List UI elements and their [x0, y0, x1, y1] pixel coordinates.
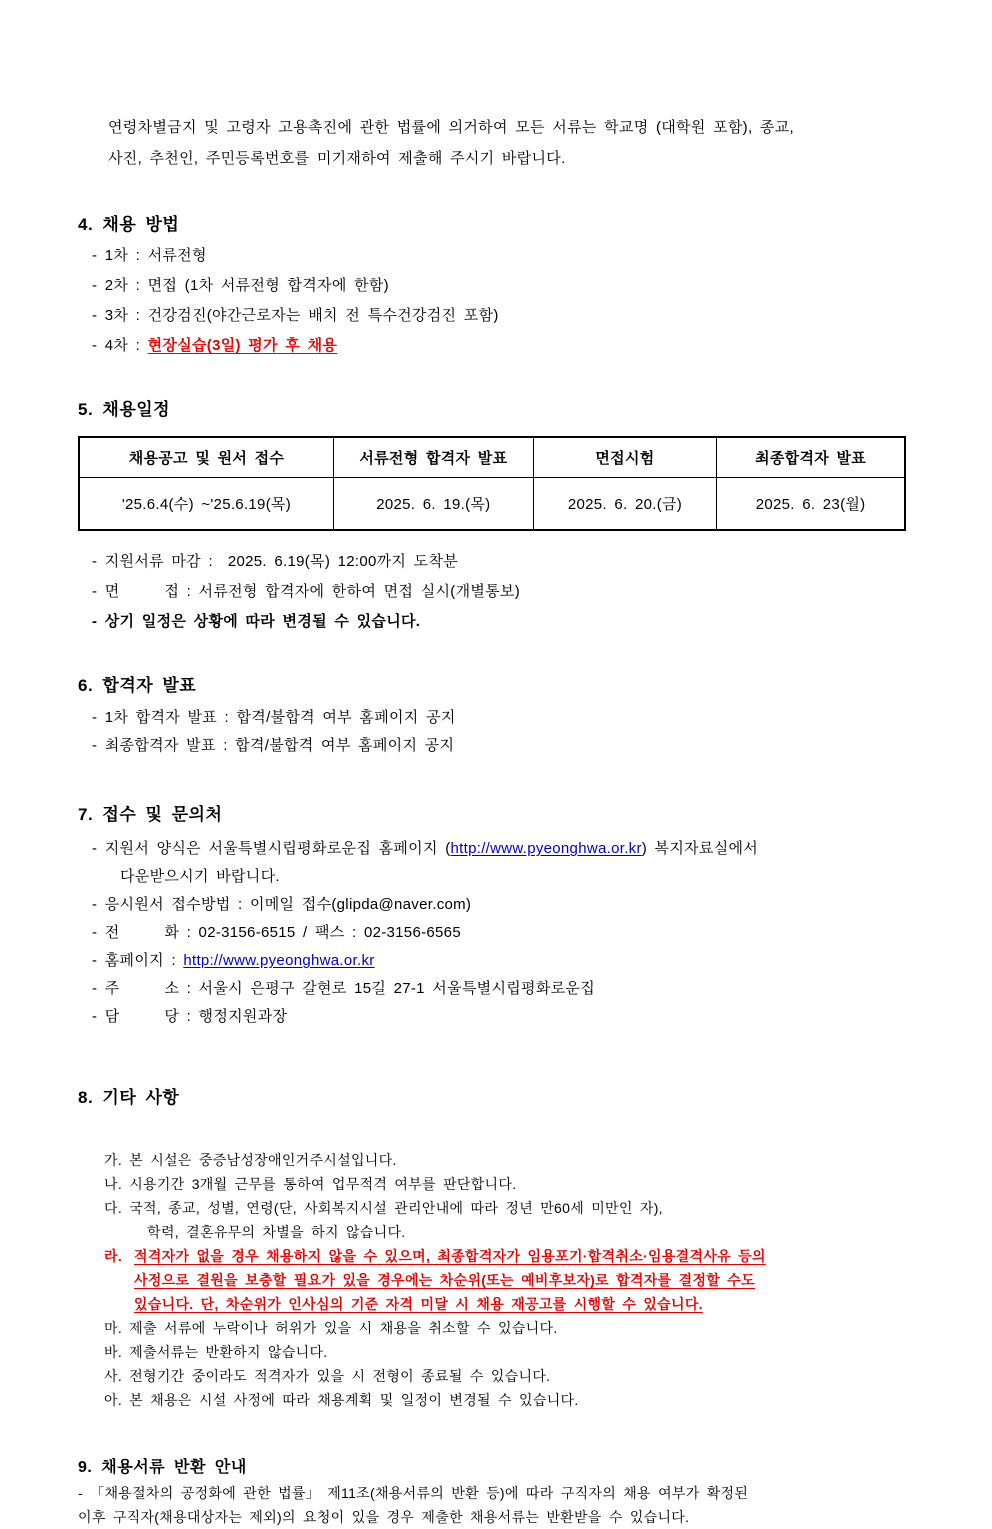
list-item-continuation: 다운받으시기 바랍니다. — [120, 868, 280, 885]
list-item: 가. 본 시설은 중증남성장애인거주시설입니다. — [104, 1152, 397, 1168]
highlighted-step-text: 현장실습(3일) 평가 후 채용 — [147, 337, 338, 354]
list-item-prefix: - 4차 : — [92, 337, 148, 354]
column-header-interview: 면접시험 — [533, 437, 716, 477]
list-item: 아. 본 채용은 시설 사정에 따라 채용계획 및 일정이 변경될 수 있습니다. — [104, 1392, 579, 1408]
cell-interview-date: 2025. 6. 20.(금) — [533, 477, 716, 530]
red-warning-line: 있습니다. 단, 차순위가 인사심의 기준 자격 미달 시 채용 재공고를 시행할 수 있습니다. — [134, 1296, 703, 1312]
intro-line: 사진, 추천인, 주민등록번호를 미기재하여 제출해 주시기 바랍니다. — [108, 150, 566, 167]
list-item-email: - 응시원서 접수방법 : 이메일 접수(glipda@naver.com) — [92, 896, 472, 913]
text-line: - 「채용절차의 공정화에 관한 법률」 제11조(채용서류의 반환 등)에 따라 구직자의 채용 여부가 확정된 — [78, 1485, 749, 1501]
section-document-return — [78, 1454, 912, 1529]
list-item: - 1차 합격자 발표 : 합격/불합격 여부 홈페이지 공지 — [92, 709, 456, 726]
section-6-title: 6. 합격자 발표 — [78, 676, 197, 695]
list-item-address: - 주 소 : 서울시 은평구 갈현로 15길 27-1 서울특별시립평화로운집 — [92, 980, 595, 997]
note-line-bold: - 상기 일정은 상황에 따라 변경될 수 있습니다. — [92, 613, 421, 630]
section-recruitment-schedule — [78, 395, 912, 637]
website-item-text: ) 복지자료실에서 — [641, 840, 759, 857]
section-9-lines — [78, 1481, 912, 1529]
red-warning-line: 사정으로 결원을 보충할 필요가 있을 경우에는 차순위(또는 예비후보자)로 합격자를 결정할 수도 — [134, 1272, 755, 1288]
intro-paragraph — [108, 112, 912, 174]
list-item-website — [92, 835, 912, 863]
homepage-item-label: - 홈페이지 : — [92, 952, 184, 969]
cell-document-result-date: 2025. 6. 19.(목) — [333, 477, 533, 530]
section-5-title: 5. 채용일정 — [78, 400, 171, 419]
homepage-link[interactable]: http://www.pyeonghwa.or.kr — [450, 840, 642, 857]
section-result-announcement — [78, 671, 912, 760]
section-other-matters — [78, 1083, 912, 1412]
section-4-title: 4. 채용 방법 — [78, 215, 180, 234]
schedule-table-data-row — [79, 477, 905, 530]
section-8-items — [104, 1148, 912, 1412]
list-item: 마. 제출 서류에 누락이나 허위가 있을 시 채용을 취소할 수 있습니다. — [104, 1320, 558, 1336]
section-9-title: 9. 채용서류 반환 안내 — [78, 1459, 247, 1476]
list-item-contact-person: - 담 당 : 행정지원과장 — [92, 1008, 288, 1025]
schedule-table — [78, 436, 906, 531]
section-7-items — [92, 835, 912, 1031]
cell-final-result-date: 2025. 6. 23(월) — [717, 477, 905, 530]
intro-line: 연령차별금지 및 고령자 고용촉진에 관한 법률에 의거하여 모든 서류는 학교명 (대학원 포함), 종교, — [108, 119, 794, 136]
section-7-title: 7. 접수 및 문의처 — [78, 805, 223, 824]
schedule-notes — [92, 547, 912, 637]
list-item: 나. 시용기간 3개월 근무를 통하여 업무적격 여부를 판단합니다. — [104, 1176, 517, 1192]
note-line: - 지원서류 마감 : 2025. 6.19(목) 12:00까지 도착분 — [92, 553, 459, 570]
section-8-title: 8. 기타 사항 — [78, 1088, 180, 1107]
section-6-items — [92, 704, 912, 760]
list-item-homepage — [92, 947, 912, 975]
list-item-continuation: 학력, 결혼유무의 차별을 하지 않습니다. — [104, 1224, 406, 1240]
list-item: - 3차 : 건강검진(야간근로자는 배치 전 특수건강검진 포함) — [92, 307, 499, 324]
column-header-application-period: 채용공고 및 원서 접수 — [79, 437, 333, 477]
list-item: 바. 제출서류는 반환하지 않습니다. — [104, 1344, 328, 1360]
column-header-final-result: 최종합격자 발표 — [717, 437, 905, 477]
section-contact-info — [78, 800, 912, 1031]
note-line: - 면 접 : 서류전형 합격자에 한하여 면접 실시(개별통보) — [92, 583, 521, 600]
list-item-phone: - 전 화 : 02-3156-6515 / 팩스 : 02-3156-6565 — [92, 924, 461, 941]
section-recruitment-method — [78, 210, 912, 361]
list-item: - 1차 : 서류전형 — [92, 247, 207, 264]
list-item: - 2차 : 면접 (1차 서류전형 합격자에 한함) — [92, 277, 389, 294]
column-header-document-result: 서류전형 합격자 발표 — [333, 437, 533, 477]
section-4-items — [92, 241, 912, 361]
list-item — [92, 331, 912, 361]
red-warning-label: 라. — [104, 1248, 123, 1264]
list-item: - 최종합격자 발표 : 합격/불합격 여부 홈페이지 공지 — [92, 737, 455, 754]
list-item: 사. 전형기간 중이라도 적격자가 있을 시 전형이 종료될 수 있습니다. — [104, 1368, 551, 1384]
red-warning-line: 적격자가 없을 경우 채용하지 않을 수 있으며, 최종합격자가 임용포기·합격취소·임용결격사유 등의 — [134, 1248, 766, 1264]
homepage-link[interactable]: http://www.pyeonghwa.or.kr — [183, 952, 375, 969]
website-item-text: - 지원서 양식은 서울특별시립평화로운집 홈페이지 ( — [92, 840, 451, 857]
red-warning-item — [104, 1244, 912, 1316]
schedule-table-header-row — [79, 437, 905, 477]
text-line: 이후 구직자(채용대상자는 제외)의 요청이 있을 경우 제출한 채용서류는 반환받을 수 있습니다. — [78, 1509, 690, 1525]
list-item: 다. 국적, 종교, 성별, 연령(단, 사회복지시설 관리안내에 따라 정년 만60세 미만인 자), — [104, 1200, 663, 1216]
red-warning-lines — [134, 1244, 912, 1316]
cell-application-period: '25.6.4(수) ~'25.6.19(목) — [79, 477, 333, 530]
